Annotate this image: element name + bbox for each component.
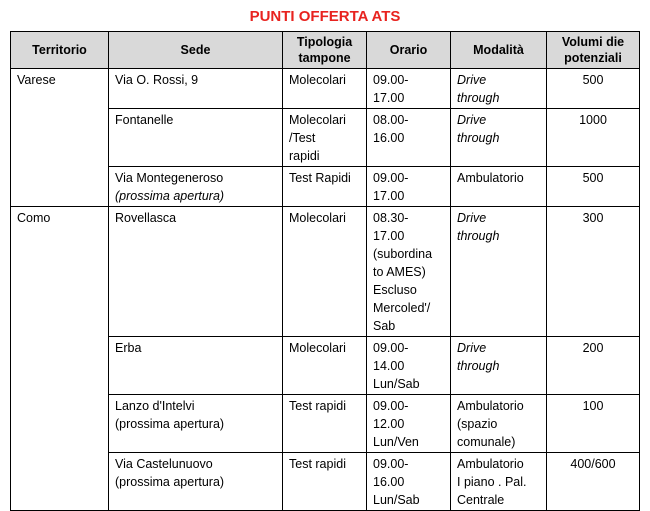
cell-orario-line: 17.00 bbox=[373, 91, 405, 105]
header-tipologia-line: Tipologia bbox=[296, 35, 353, 49]
cell-sede bbox=[109, 207, 283, 337]
cell-sede bbox=[109, 337, 283, 395]
cell-modalita-line: through bbox=[457, 91, 500, 105]
cell-tipologia-line: Molecolari bbox=[289, 73, 346, 87]
header-modalita: Modalità bbox=[451, 32, 547, 69]
cell-orario bbox=[367, 69, 451, 109]
cell-sede-line: Via Castelunuovo bbox=[115, 457, 213, 471]
cell-tipologia-line: Molecolari bbox=[289, 341, 346, 355]
cell-orario-line: Mercoled'/ bbox=[373, 301, 431, 315]
cell-orario bbox=[367, 337, 451, 395]
cell-orario-line: 14.00 bbox=[373, 359, 405, 373]
cell-tipologia bbox=[283, 337, 367, 395]
cell-tipologia-line: Molecolari bbox=[289, 113, 346, 127]
cell-tipologia bbox=[283, 453, 367, 511]
cell-sede bbox=[109, 69, 283, 109]
cell-modalita-line: (spazio bbox=[457, 417, 498, 431]
cell-volumi: 100 bbox=[547, 395, 640, 453]
cell-tipologia-line: rapidi bbox=[289, 149, 320, 163]
cell-tipologia bbox=[283, 395, 367, 453]
cell-sede bbox=[109, 109, 283, 167]
cell-volumi: 1000 bbox=[547, 109, 640, 167]
cell-modalita-line: Drive bbox=[457, 73, 487, 87]
cell-modalita-line: Ambulatorio bbox=[457, 399, 524, 413]
header-volumi bbox=[547, 32, 640, 69]
cell-orario-line: 16.00 bbox=[373, 475, 405, 489]
cell-sede-line: Fontanelle bbox=[115, 113, 174, 127]
cell-orario-line: Lun/Sab bbox=[373, 493, 420, 507]
cell-territorio: Como bbox=[11, 207, 109, 337]
cell-modalita-line: Drive bbox=[457, 341, 487, 355]
cell-orario-line: 12.00 bbox=[373, 417, 405, 431]
header-volumi-line: potenziali bbox=[564, 51, 622, 65]
cell-tipologia-line: Test rapidi bbox=[289, 457, 346, 471]
header-volumi-line: Volumi die bbox=[561, 35, 625, 49]
cell-orario-line: 09.00- bbox=[373, 73, 409, 87]
cell-orario bbox=[367, 167, 451, 207]
cell-sede bbox=[109, 453, 283, 511]
cell-modalita-line: I piano . Pal. bbox=[457, 475, 527, 489]
table-row bbox=[11, 167, 640, 207]
cell-modalita-line: Drive bbox=[457, 113, 487, 127]
cell-orario-line: 09.00- bbox=[373, 171, 409, 185]
table-row bbox=[11, 207, 640, 337]
cell-volumi: 300 bbox=[547, 207, 640, 337]
header-sede: Sede bbox=[109, 32, 283, 69]
cell-modalita-line: Drive bbox=[457, 211, 487, 225]
header-tipologia-line: tampone bbox=[298, 51, 351, 65]
cell-modalita-line: Ambulatorio bbox=[457, 457, 524, 471]
cell-sede-line: Lanzo d'Intelvi bbox=[115, 399, 195, 413]
cell-modalita-line: comunale) bbox=[457, 435, 516, 449]
cell-tipologia-line: /Test bbox=[289, 131, 316, 145]
cell-orario-line: 08.00- bbox=[373, 113, 409, 127]
cell-modalita-line: Centrale bbox=[457, 493, 505, 507]
cell-modalita bbox=[451, 109, 547, 167]
table-row bbox=[11, 109, 640, 167]
cell-orario-line: Lun/Sab bbox=[373, 377, 420, 391]
cell-territorio bbox=[11, 109, 109, 167]
cell-modalita bbox=[451, 453, 547, 511]
cell-sede bbox=[109, 395, 283, 453]
table-row bbox=[11, 69, 640, 109]
cell-modalita-line: through bbox=[457, 131, 500, 145]
cell-tipologia bbox=[283, 69, 367, 109]
cell-tipologia bbox=[283, 109, 367, 167]
cell-orario-line: 16.00 bbox=[373, 131, 405, 145]
cell-tipologia bbox=[283, 207, 367, 337]
cell-modalita-line: through bbox=[457, 359, 500, 373]
cell-orario-line: Lun/Ven bbox=[373, 435, 419, 449]
cell-orario-line: 09.00- bbox=[373, 457, 409, 471]
cell-modalita bbox=[451, 395, 547, 453]
header-orario: Orario bbox=[367, 32, 451, 69]
cell-volumi: 500 bbox=[547, 69, 640, 109]
cell-tipologia-line: Molecolari bbox=[289, 211, 346, 225]
cell-modalita-line: Ambulatorio bbox=[457, 171, 524, 185]
table-header-row bbox=[11, 32, 640, 69]
cell-sede-line: (prossima apertura) bbox=[115, 475, 225, 489]
cell-territorio bbox=[11, 337, 109, 395]
cell-territorio bbox=[11, 395, 109, 453]
cell-orario-line: 08.30- bbox=[373, 211, 409, 225]
cell-orario-line: (subordina bbox=[373, 247, 433, 261]
table-row bbox=[11, 395, 640, 453]
header-territorio: Territorio bbox=[11, 32, 109, 69]
cell-territorio: Varese bbox=[11, 69, 109, 109]
cell-orario-line: Escluso bbox=[373, 283, 417, 297]
cell-orario bbox=[367, 453, 451, 511]
cell-sede-line: (prossima apertura) bbox=[115, 417, 225, 431]
cell-tipologia-line: Test Rapidi bbox=[289, 171, 351, 185]
cell-orario-line: 09.00- bbox=[373, 399, 409, 413]
cell-orario-line: to AMES) bbox=[373, 265, 426, 279]
cell-sede-line: Rovellasca bbox=[115, 211, 177, 225]
cell-orario-line: 17.00 bbox=[373, 189, 405, 203]
cell-volumi: 400/600 bbox=[547, 453, 640, 511]
cell-sede-line: Erba bbox=[115, 341, 142, 355]
cell-volumi: 500 bbox=[547, 167, 640, 207]
cell-modalita bbox=[451, 337, 547, 395]
cell-orario-line: Sab bbox=[373, 319, 396, 333]
cell-volumi: 200 bbox=[547, 337, 640, 395]
cell-modalita bbox=[451, 207, 547, 337]
cell-sede bbox=[109, 167, 283, 207]
cell-orario bbox=[367, 395, 451, 453]
cell-modalita bbox=[451, 69, 547, 109]
cell-tipologia-line: Test rapidi bbox=[289, 399, 346, 413]
cell-tipologia bbox=[283, 167, 367, 207]
cell-orario-line: 09.00- bbox=[373, 341, 409, 355]
table-row bbox=[11, 453, 640, 511]
cell-orario bbox=[367, 109, 451, 167]
document-title: PUNTI OFFERTA ATS bbox=[249, 8, 401, 25]
cell-sede-line: Via O. Rossi, 9 bbox=[115, 73, 199, 87]
cell-modalita-line: through bbox=[457, 229, 500, 243]
cell-sede-line: Via Montegeneroso bbox=[115, 171, 224, 185]
cell-territorio bbox=[11, 453, 109, 511]
table-row bbox=[11, 337, 640, 395]
cell-territorio bbox=[11, 167, 109, 207]
table-body bbox=[11, 69, 640, 511]
cell-modalita bbox=[451, 167, 547, 207]
cell-orario-line: 17.00 bbox=[373, 229, 405, 243]
header-tipologia bbox=[283, 32, 367, 69]
cell-orario bbox=[367, 207, 451, 337]
offer-points-table bbox=[10, 31, 640, 511]
cell-sede-line: (prossima apertura) bbox=[115, 189, 225, 203]
